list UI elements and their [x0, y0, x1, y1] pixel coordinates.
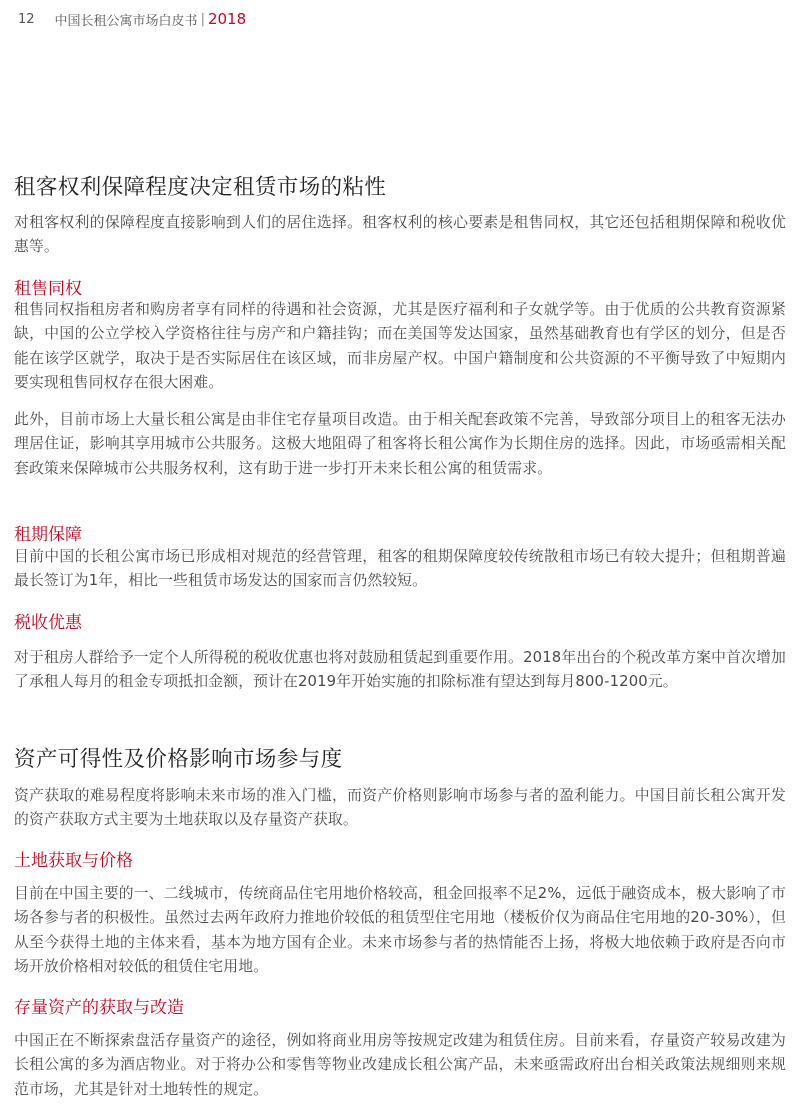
subsection-title-rent-buy-equal: 租售同权 [14, 279, 82, 299]
title-separator: | [200, 11, 205, 27]
page-header [18, 8, 246, 30]
section-intro-tenant-rights: 对租客权利的保障程度直接影响到人们的居住选择。租客权利的核心要素是租售同权，其它还包括租期保障和税收优惠等。 [14, 214, 786, 256]
subsection-title-lease-term: 租期保障 [14, 525, 82, 545]
document-title: 中国长租公寓市场白皮书 [54, 13, 198, 29]
section-intro-asset-availability: 资产获取的难易程度将影响未来市场的准入门槛，而资产价格则影响市场参与者的盈利能力。中国目前长租公寓开发的资产获取方式主要为土地获取以及存量资产获取。 [14, 787, 786, 829]
document-year: 2018 [207, 10, 247, 28]
subsection-title-land-acquisition: 土地获取与价格 [14, 851, 133, 871]
paragraph-rent-buy-equal-1: 租售同权指租房者和购房者享有同样的待遇和社会资源，尤其是医疗福利和子女就学等。由于优质的公共教育资源紧缺，中国的公立学校入学资格往往与房产和户籍挂钩；而在美国等发达国家，虽然基础教育也有学区的划分，但是否能在该学区就学，取决于是否实际居住在该区域，而非房屋产权。中国户籍制度和公共资源的不平衡导致了中短期内要实现租售同权存在很大困难。 [14, 301, 786, 391]
paragraph-existing-assets: 中国正在不断探索盘活存量资产的途径，例如将商业用房等按规定改建为租赁住房。目前来看，存量资产较易改建为长租公寓的多为酒店物业。对于将办公和零售等物业改建成长租公寓产品，未来亟需政府出台相关政策法规细则来规范市场，尤其是针对土地转性的规定。 [14, 1032, 786, 1098]
page-number: 12 [18, 11, 35, 27]
paragraph-lease-term: 目前中国的长租公寓市场已形成相对规范的经营管理，租客的租期保障度较传统散租市场已有较大提升；但租期普遍最长签订为1年，相比一些租赁市场发达的国家而言仍然较短。 [14, 548, 786, 590]
paragraph-rent-buy-equal-2: 此外，目前市场上大量长租公寓是由非住宅存量项目改造。由于相关配套政策不完善，导致部分项目上的租客无法办理居住证，影响其享用城市公共服务。这极大地阻碍了租客将长租公寓作为长期住房的选择。因此，市场亟需相关配套政策来保障城市公共服务权利，这有助于进一步打开未来长租公寓的租赁需求。 [14, 411, 786, 477]
section-heading-tenant-rights: 租客权利保障程度决定租赁市场的粘性 [14, 175, 387, 200]
paragraph-tax-benefit: 对于租房人群给予一定个人所得税的税收优惠也将对鼓励租赁起到重要作用。2018年出台的个税改革方案中首次增加了承租人每月的租金专项抵扣金额，预计在2019年开始实施的扣除标准有望达到每月800-1200元。 [14, 649, 786, 691]
subsection-title-existing-assets: 存量资产的获取与改造 [14, 998, 184, 1018]
subsection-title-tax-benefit: 税收优惠 [14, 613, 82, 633]
section-heading-asset-availability: 资产可得性及价格影响市场参与度 [14, 747, 343, 772]
paragraph-land-acquisition: 目前在中国主要的一、二线城市，传统商品住宅用地价格较高，租金回报率不足2%，远低于融资成本，极大影响了市场各参与者的积极性。虽然过去两年政府力推地价较低的租赁型住宅用地（楼板价仅为商品住宅用地的20-30%），但从至今获得土地的主体来看，基本为地方国有企业。未来市场参与者的热情能否上扬，将极大地依赖于政府是否向市场开放价格相对较低的租赁住宅用地。 [14, 885, 786, 975]
